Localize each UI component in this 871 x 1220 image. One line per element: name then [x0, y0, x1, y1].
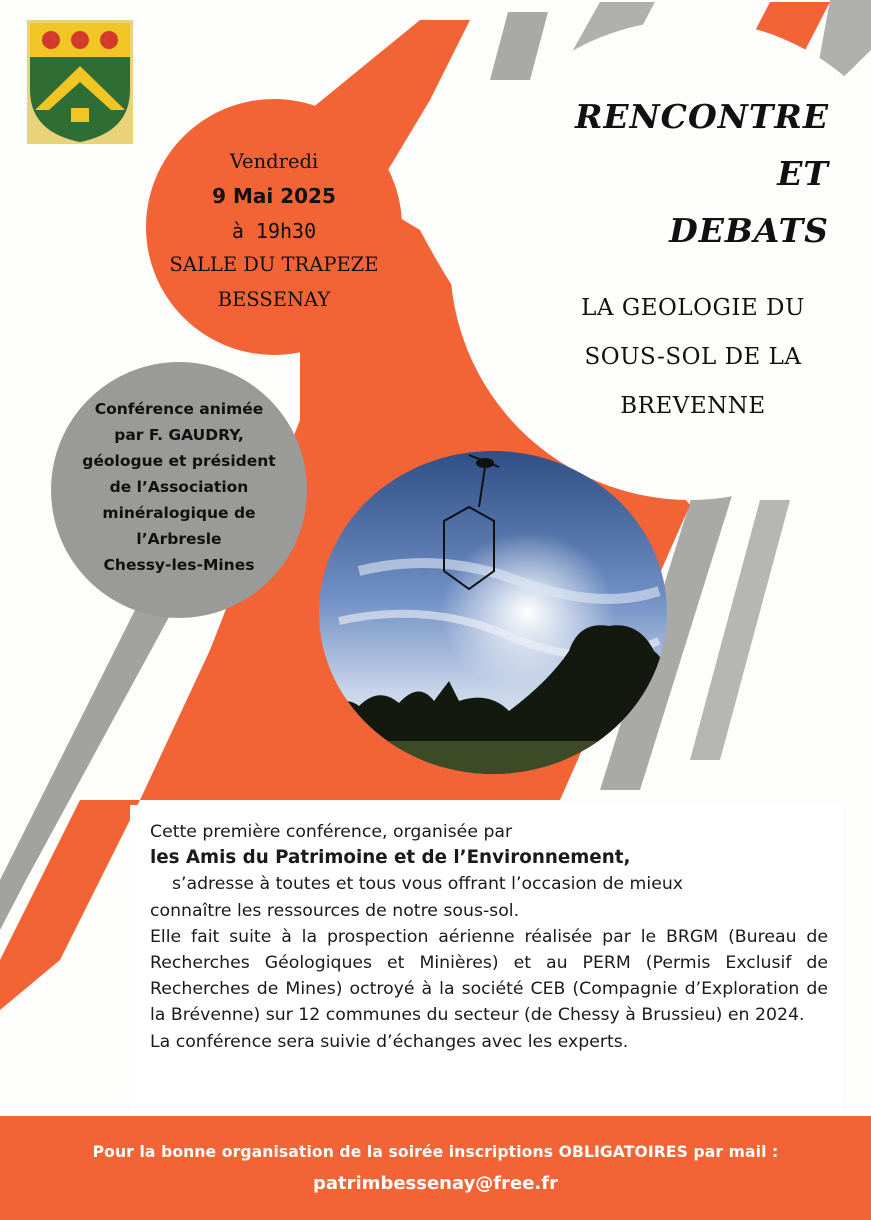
title-line-2: ET [777, 154, 829, 193]
event-day: Vendredi [229, 149, 319, 173]
speaker-line: Chessy-les-Mines [103, 556, 255, 574]
speaker-line: minéralogique de [102, 504, 256, 522]
registration-note: Pour la bonne organisation de la soirée inscriptions OBLIGATOIRES par mail : [92, 1142, 779, 1161]
sky-helicopter-photo [319, 451, 667, 774]
subtitle-line-3: BREVENNE [620, 393, 766, 419]
subtitle-line-1: LA GEOLOGIE DU [581, 295, 805, 321]
intro-line: Cette première conférence, organisée par [150, 822, 513, 842]
event-town: BESSENAY [217, 287, 331, 311]
poster-subtitle [548, 284, 838, 431]
speaker-line: l’Arbresle [136, 530, 222, 548]
audience-line: s’adresse à toutes et tous vous offrant l’occasion de mieux [172, 874, 684, 895]
description-box [130, 805, 842, 1111]
subtitle-line-2: SOUS-SOL DE LA [584, 344, 802, 370]
contact-email[interactable]: patrimbessenay@free.fr [313, 1172, 558, 1194]
coat-of-arms-icon [27, 20, 133, 144]
context-paragraph: Elle fait suite à la prospection aérienne réalisée par le BRGM (Bureau de Recherches Géologiques et Minières) et au PERM (Permis Exclusif de Recherches de Mines) octroyé à la société CEB (Compagnie d’Exploration de la Brévenne) sur 12 communes du secteur (de Chessy à Brussieu) en 2024. [150, 926, 828, 1026]
title-line-3: DEBATS [669, 211, 829, 250]
closing-line: La conférence sera suivie d’échanges avec les experts. [150, 1031, 629, 1052]
event-info [148, 112, 400, 342]
speaker-line: de l’Association [109, 478, 249, 496]
grey-band-top [490, 12, 548, 80]
organizer-name: les Amis du Patrimoine et de l’Environnement, [150, 847, 631, 869]
resources-line: connaître les ressources de notre sous-sol. [150, 900, 520, 921]
event-date: 9 Mai 2025 [212, 184, 336, 209]
poster-title [575, 88, 829, 259]
speaker-line: géologue et président [82, 452, 276, 470]
registration-footer [0, 1116, 871, 1220]
event-time: à 19h30 [231, 218, 317, 243]
orange-band-lower-left [0, 800, 140, 1010]
speaker-info [51, 372, 307, 608]
title-line-1: RENCONTRE [574, 97, 829, 136]
event-venue: SALLE DU TRAPEZE [169, 253, 379, 277]
speaker-line: Conférence animée [94, 400, 264, 418]
speaker-line: par F. GAUDRY, [114, 426, 244, 444]
